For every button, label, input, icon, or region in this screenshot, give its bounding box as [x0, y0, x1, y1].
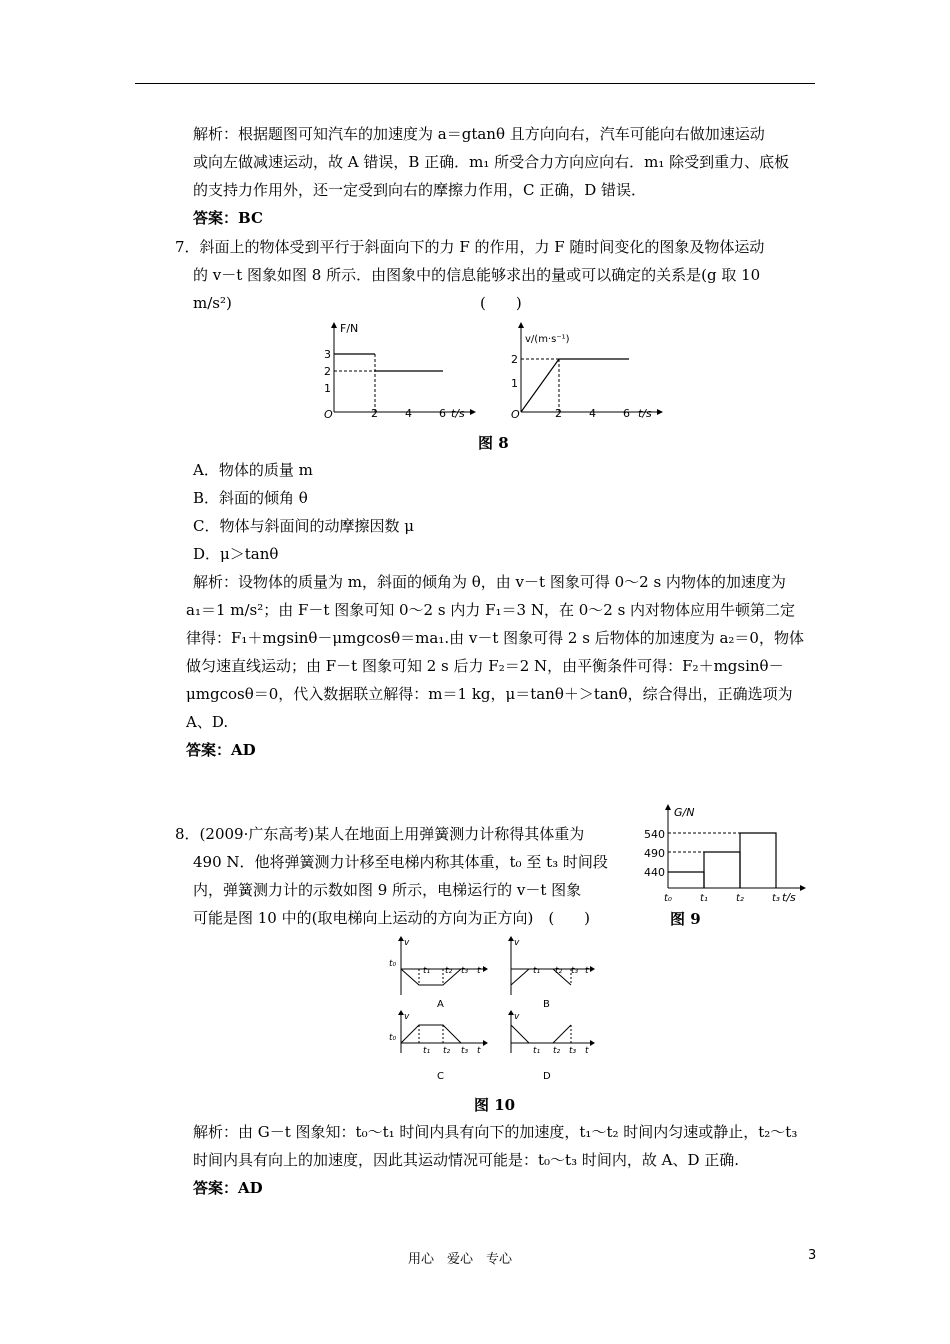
svg-text:t₁: t₁ — [533, 1046, 541, 1056]
q7-graph-velocity — [505, 320, 665, 420]
svg-text:v: v — [514, 1012, 520, 1022]
svg-text:t₂: t₂ — [445, 966, 453, 976]
svg-text:v: v — [404, 1012, 410, 1022]
page-number: 3 — [808, 1248, 817, 1263]
footer-motto: 用心 爱心 专心 — [408, 1252, 513, 1267]
fig10-label-b: B — [543, 999, 550, 1010]
g-ytick-440: 440 — [644, 866, 665, 879]
q8-analysis-line-1: 解析：由 G－t 图象知：t₀～t₁ 时间内具有向下的加速度，t₁～t₂ 时间内匀速或静止，t₂～t₃ — [193, 1123, 798, 1141]
fig10-graph-b — [508, 936, 595, 1010]
g-xlabel: t/s — [782, 891, 796, 904]
fig10-caption: 图 10 — [474, 1096, 516, 1114]
v-ylabel: v/(m·s⁻¹) — [525, 334, 570, 345]
svg-text:t₃: t₃ — [571, 966, 579, 976]
v-ytick-2: 2 — [511, 353, 518, 366]
q7-answer-blank: ( ) — [480, 294, 522, 312]
fig8-caption: 图 8 — [478, 434, 509, 452]
q8-fig10-graphs — [385, 935, 600, 1090]
svg-text:t₃: t₃ — [461, 966, 469, 976]
svg-text:t₁: t₁ — [533, 966, 541, 976]
q7-answer: 答案：AD — [186, 741, 256, 759]
v-xtick-6: 6 — [623, 407, 630, 420]
f-origin: O — [324, 408, 333, 420]
svg-text:v: v — [404, 938, 410, 948]
svg-text:t₀: t₀ — [389, 1033, 397, 1043]
svg-text:t₂: t₂ — [555, 966, 563, 976]
q7-analysis-line-2: a₁＝1 m/s²；由 F－t 图象可知 0～2 s 内力 F₁＝3 N，在 0～2 s 内对物体应用牛顿第二定 — [186, 601, 796, 619]
q6-analysis-line-2: 或向左做减速运动，故 A 错误，B 正确．m₁ 所受合力方向应向右．m₁ 除受到重力、底板 — [193, 153, 790, 171]
f-xtick-2: 2 — [371, 407, 378, 420]
svg-text:t₁: t₁ — [423, 966, 431, 976]
svg-text:t: t — [477, 966, 481, 976]
v-xtick-2: 2 — [555, 407, 562, 420]
q8-stem-line-1: 8．(2009·广东高考)某人在地面上用弹簧测力计称得其体重为 — [175, 825, 585, 843]
q7-option-c: C．物体与斜面间的动摩擦因数 μ — [193, 517, 414, 535]
g-ytick-490: 490 — [644, 847, 665, 860]
q7-analysis-line-5: μmgcosθ＝0，代入数据联立解得：m＝1 kg，μ＝tanθ＋＞tanθ，综合得出，正确选项为 — [186, 685, 793, 703]
v-origin: O — [511, 408, 520, 420]
g-xtick-t1: t₁ — [700, 893, 708, 904]
svg-text:v: v — [514, 938, 520, 948]
svg-text:t₃: t₃ — [461, 1046, 469, 1056]
q7-graph-force — [318, 320, 478, 420]
fig10-label-d: D — [543, 1071, 551, 1082]
q7-stem-line-3: m/s²) — [193, 294, 232, 312]
q8-fig9-graph — [642, 802, 810, 906]
v-ytick-1: 1 — [511, 377, 518, 390]
v-ramp — [521, 359, 559, 412]
fig10-graph-a — [389, 936, 488, 1010]
g-xtick-t3: t₃ — [772, 893, 780, 904]
header-rule — [135, 83, 815, 84]
svg-text:t₁: t₁ — [423, 1046, 431, 1056]
q8-answer: 答案：AD — [193, 1179, 263, 1197]
f-ylabel: F/N — [340, 322, 359, 335]
g-xtick-t2: t₂ — [736, 893, 744, 904]
svg-text:t₂: t₂ — [443, 1046, 451, 1056]
fig10-label-a: A — [437, 999, 444, 1010]
svg-text:t₃: t₃ — [569, 1046, 577, 1056]
q8-analysis-line-2: 时间内具有向上的加速度，因此其运动情况可能是：t₀～t₃ 时间内，故 A、D 正确. — [193, 1151, 740, 1169]
q7-stem-line-1: 7．斜面上的物体受到平行于斜面向下的力 F 的作用，力 F 随时间变化的图象及物体运动 — [175, 238, 765, 256]
q6-analysis-line-1: 解析：根据题图可知汽车的加速度为 a＝gtanθ 且方向向右，汽车可能向右做加速运动 — [193, 125, 765, 143]
q8-stem-line-4: 可能是图 10 中的(取电梯向上运动的方向为正方向) ( ) — [193, 909, 591, 927]
g-ylabel: G/N — [674, 806, 695, 819]
v-xlabel: t/s — [638, 407, 652, 420]
fig10-label-c: C — [437, 1071, 444, 1082]
v-xtick-4: 4 — [589, 407, 596, 420]
svg-text:t₂: t₂ — [553, 1046, 561, 1056]
svg-text:t: t — [585, 966, 589, 976]
q6-answer: 答案：BC — [193, 209, 263, 227]
q7-analysis-line-3: 律得：F₁＋mgsinθ－μmgcosθ＝ma₁.由 v－t 图象可得 2 s 后物体的加速度为 a₂＝0，物体 — [186, 629, 804, 647]
g-ytick-540: 540 — [644, 828, 665, 841]
q7-option-b: B．斜面的倾角 θ — [193, 489, 308, 507]
f-ytick-2: 2 — [324, 365, 331, 378]
q7-option-d: D．μ＞tanθ — [193, 545, 279, 563]
fig10-graph-d — [508, 1010, 595, 1082]
q7-option-a: A．物体的质量 m — [193, 461, 313, 479]
q7-analysis-line-6: A、D. — [186, 713, 229, 731]
f-xtick-4: 4 — [405, 407, 412, 420]
f-ytick-3: 3 — [324, 348, 331, 361]
svg-text:t: t — [585, 1046, 589, 1056]
fig9-caption: 图 9 — [670, 910, 701, 928]
q8-stem-line-3: 内，弹簧测力计的示数如图 9 所示，电梯运行的 v－t 图象 — [193, 881, 582, 899]
f-xlabel: t/s — [451, 407, 465, 420]
f-ytick-1: 1 — [324, 382, 331, 395]
svg-text:t₀: t₀ — [389, 959, 397, 969]
q6-analysis-line-3: 的支持力作用外，还一定受到向右的摩擦力作用，C 正确，D 错误． — [193, 181, 647, 199]
q7-stem-line-2: 的 v－t 图象如图 8 所示．由图象中的信息能够求出的量或可以确定的关系是(g 取 10 — [193, 266, 761, 284]
fig10-graph-c — [389, 1010, 488, 1082]
q8-stem-line-2: 490 N．他将弹簧测力计移至电梯内称其体重，t₀ 至 t₃ 时间段 — [193, 853, 608, 871]
svg-text:t: t — [477, 1046, 481, 1056]
q7-analysis-line-4: 做匀速直线运动；由 F－t 图象可知 2 s 后力 F₂＝2 N，由平衡条件可得：F₂＋mgsinθ－ — [186, 657, 784, 675]
g-xtick-t0: t₀ — [664, 893, 672, 904]
f-xtick-6: 6 — [439, 407, 446, 420]
q7-analysis-line-1: 解析：设物体的质量为 m，斜面的倾角为 θ，由 v－t 图象可得 0～2 s 内物体的加速度为 — [193, 573, 786, 591]
